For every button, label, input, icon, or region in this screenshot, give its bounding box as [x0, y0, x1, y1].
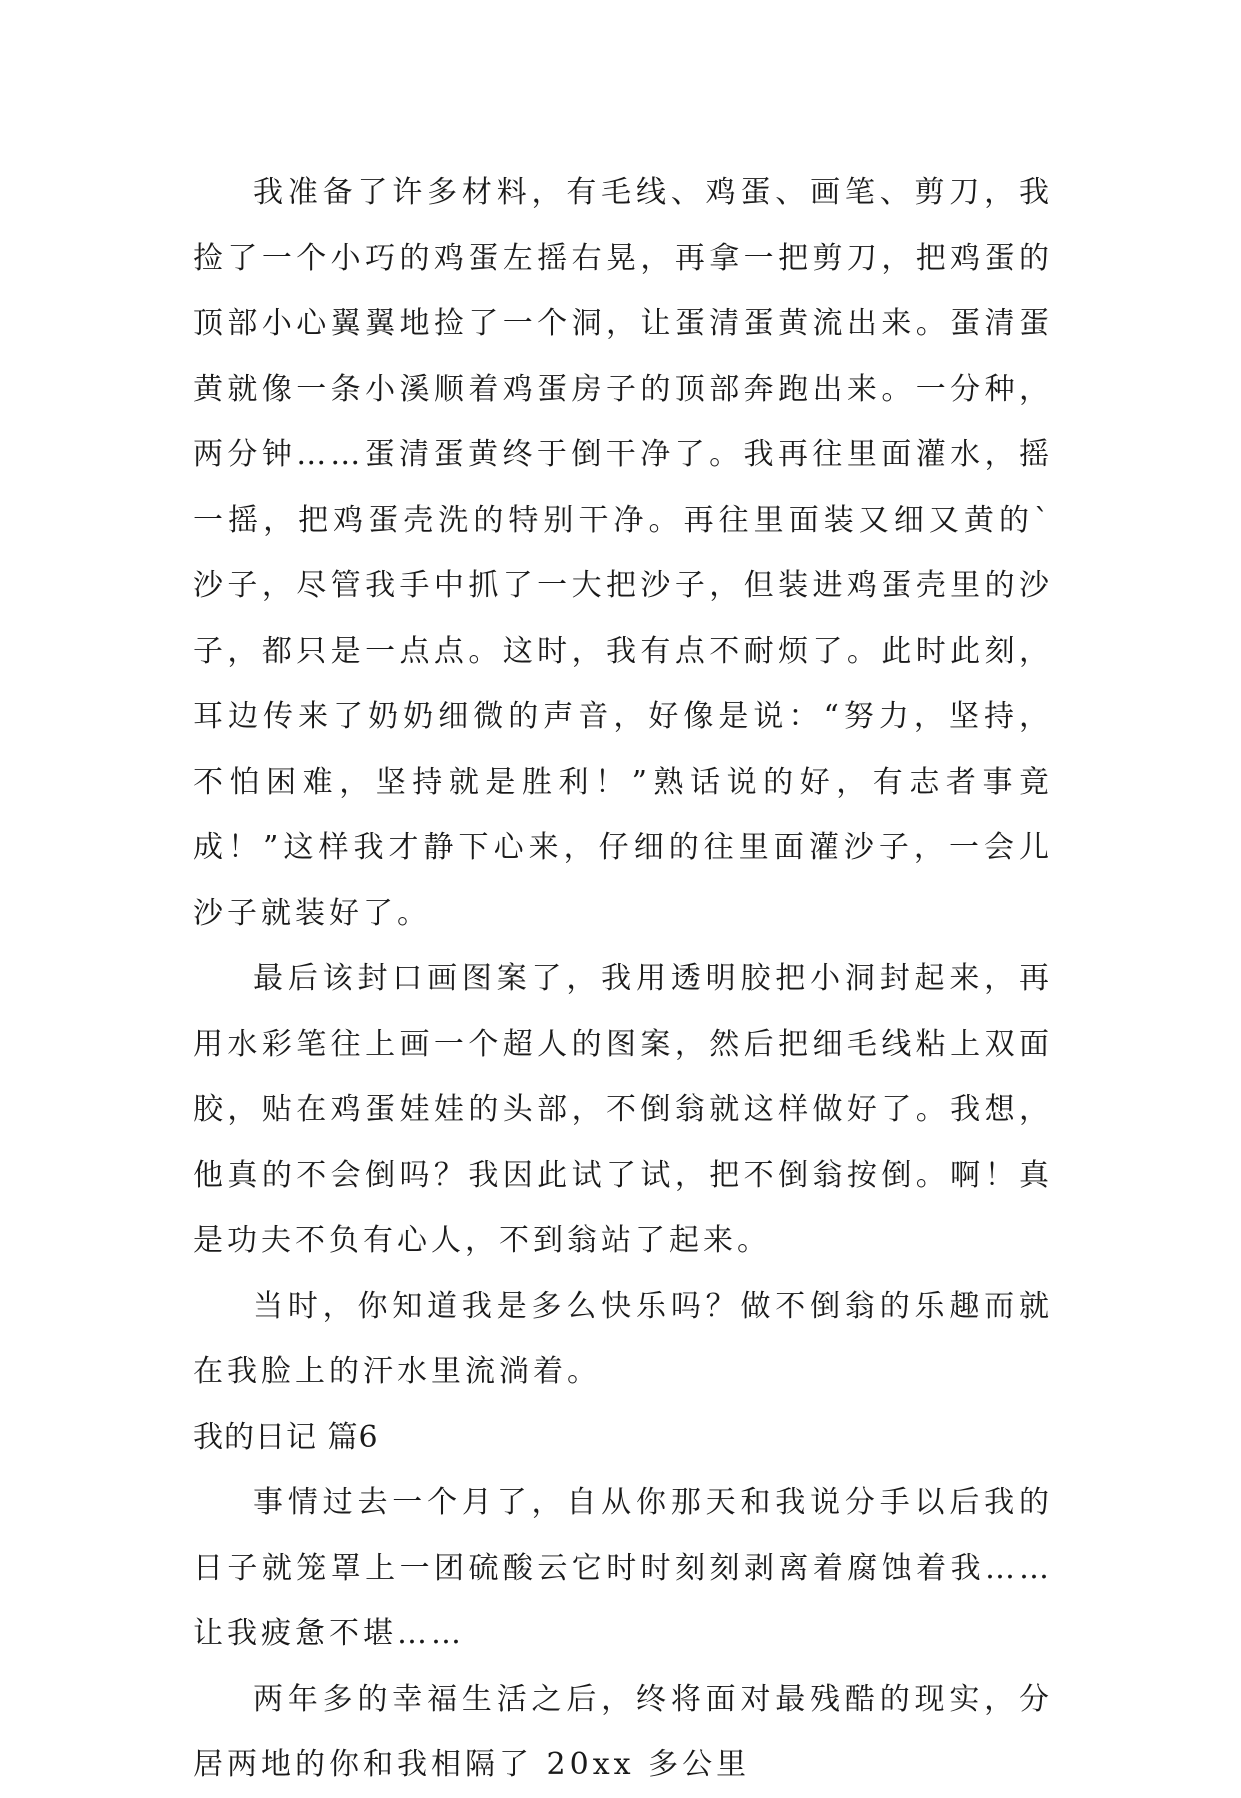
paragraph-joy: 当时，你知道我是多么快乐吗？做不倒翁的乐趣而就在我脸上的汗水里流淌着。	[193, 1288, 1053, 1389]
section-heading: 我的日记 篇6	[193, 1419, 379, 1455]
document-body	[193, 160, 1053, 1798]
paragraph-making-tumbler: 我准备了许多材料，有毛线、鸡蛋、画笔、剪刀，我捡了一个小巧的鸡蛋左摇右晃，再拿一把剪刀，把鸡蛋的顶部小心翼翼地捡了一个洞，让蛋清蛋黄流出来。蛋清蛋黄就像一条小溪顺着鸡蛋房子的顶部奔跑出来。一分种，两分钟……蛋清蛋黄终于倒干净了。我再往里面灌水，摇一摇，把鸡蛋壳洗的特别干净。再往里面装又细又黄的`沙子，尽管我手中抓了一大把沙子，但装进鸡蛋壳里的沙子，都只是一点点。这时，我有点不耐烦了。此时此刻，耳边传来了奶奶细微的声音，好像是说：“努力，坚持，不怕困难，坚持就是胜利！”熟话说的好，有志者事竟成！”这样我才静下心来，仔细的往里面灌沙子，一会儿沙子就装好了。	[193, 175, 1053, 931]
paragraph-decorating: 最后该封口画图案了，我用透明胶把小洞封起来，再用水彩笔往上画一个超人的图案，然后把细毛线粘上双面胶，贴在鸡蛋娃娃的头部，不倒翁就这样做好了。我想，他真的不会倒吗？我因此试了试，把不倒翁按倒。啊！真是功夫不负有心人，不到翁站了起来。	[193, 961, 1053, 1258]
paragraph-distance: 两年多的幸福生活之后，终将面对最残酷的现实，分居两地的你和我相隔了 20xx 多公里	[193, 1681, 1053, 1782]
paragraph-breakup: 事情过去一个月了，自从你那天和我说分手以后我的日子就笼罩上一团硫酸云它时时刻刻剥离着腐蚀着我……让我疲惫不堪……	[193, 1485, 1053, 1651]
